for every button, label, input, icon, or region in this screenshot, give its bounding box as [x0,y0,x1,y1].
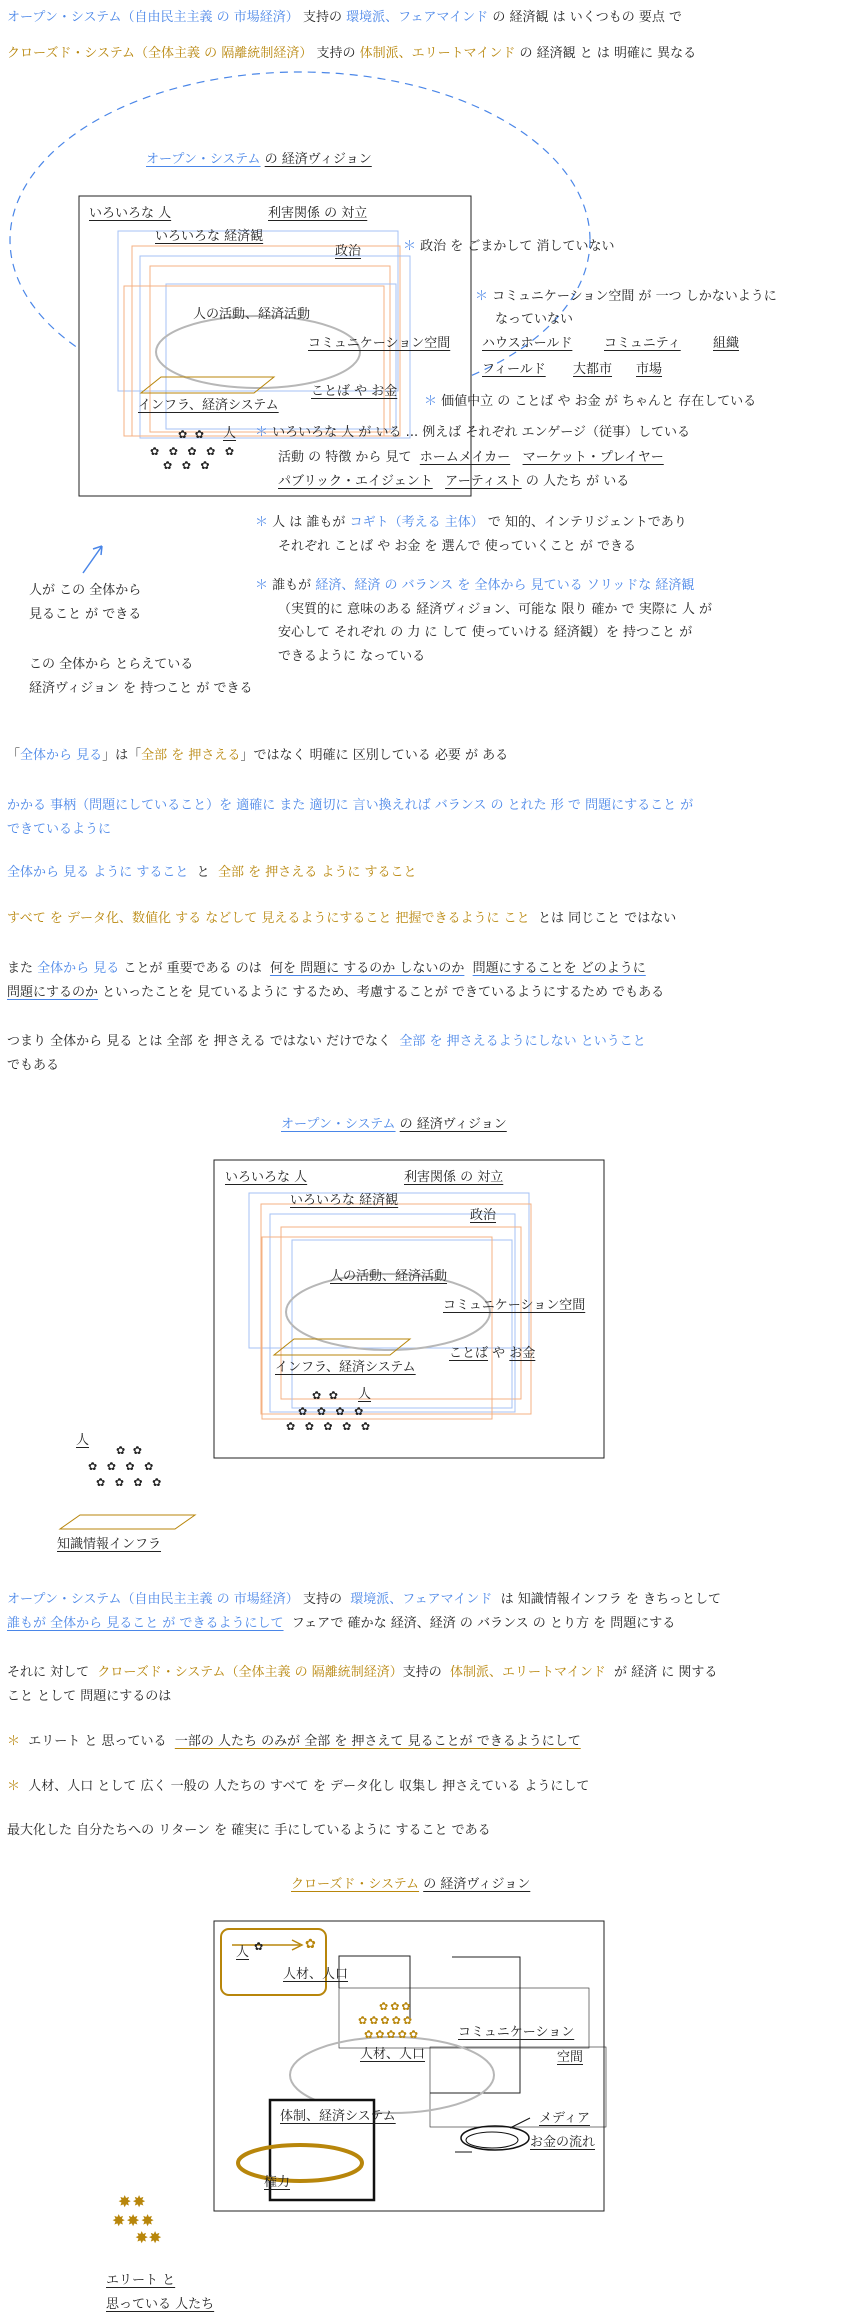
note-solid-view-2: （実質的に 意味のある 経済ヴィジョン、可能な 限り 確か で 実際に 人 が [278,602,712,617]
label-space: 空間 [557,2050,584,2065]
text: 問題にすることを どのように [472,961,646,976]
text: すべて を データ化、数値化 する などして 見えるようにすること 把握できるように こと [7,911,530,926]
label-human-resources-2: 人材、人口 [360,2047,426,2062]
label-metropolis: 大都市 [573,362,613,377]
label-field: フィールド [482,362,546,377]
label-money-flow: お金の流れ [530,2135,596,2150]
label-knowledge-infra: 知識情報インフラ [57,1537,162,1552]
para-8-line-2: こと として 問題にするのは [7,1689,172,1704]
asterisk-icon: ＊ [7,1734,21,1749]
title-vision: の 経済ヴィジョン [399,1117,507,1132]
people-icons-3: ✿ ✿ ✿ ✿ ✿ [286,1420,374,1433]
asterisk-icon: ＊ [424,394,438,409]
label-homemaker: ホームメイカー [419,450,511,465]
text: 人 は 誰もが [272,515,346,530]
person-data-icon: ✿ [305,1937,316,1952]
label-human-economic-activity: 人の活動、経済活動 [330,1269,448,1284]
outside-people-icons-3: ✿ ✿ ✿ ✿ [96,1476,165,1489]
closed-system-label: クローズド・システム（全体主義 の 隔離統制経済） [7,46,313,61]
diagram-3-title [291,1876,530,1894]
title-open-system: オープン・システム [146,152,261,167]
asterisk-icon: ＊ [255,425,269,440]
elitemind-label: 体制派、エリートマインド [359,46,516,61]
left-note-1: 人が この 全体から [29,583,142,598]
text: ことが 重要である のは [123,961,262,976]
people-icons-2: ✿ ✿ ✿ ✿ [298,1405,367,1418]
text: 人材、人口 として 広く 一般の 人たちの すべて を データ化し 収集し 押さえている ようにして [28,1779,590,1794]
elite-star-icons-1: ✸✸ [118,2192,147,2211]
text: といったことを 見ているように するため、考慮することが できているようにするため でもある [102,985,665,1000]
label-market: 市場 [636,362,663,377]
data-people-icons-2: ✿✿✿✿✿ [358,2014,415,2027]
label-power: 権力 [264,2175,291,2190]
label-public-agent: パブリック・エイジェント [278,474,433,489]
title-closed-system: クローズド・システム [291,1877,420,1892]
label-words-and-money: ことば や お金 [311,384,398,399]
text: と [196,865,210,880]
label-infrastructure: インフラ、経済システム [275,1360,416,1375]
text: 」ではなく 明確に 区別している 必要 が ある [240,748,509,763]
label-communication: コミュニケーション [458,2025,575,2040]
text: オープン・システム（自由民主主義 の 市場経済） [7,1592,299,1607]
label-politics: 政治 [335,244,362,259]
text: 政治 を ごまかして 消していない [420,239,615,254]
people-icons-1: ✿ ✿ [312,1389,340,1402]
text: コミュニケーション空間 が 一つ しかないように [492,289,777,304]
label-elite-2: 思っている 人たち [106,2297,215,2312]
people-icons-1: ✿ ✿ [178,428,206,441]
text: 全部 を 押さえるようにしない ということ [399,1034,646,1049]
text: 問題にするのか [7,985,99,1000]
label-regime-system: 体制、経済システム [280,2109,396,2124]
text: 何を 問題に するのか しないのか [269,961,465,976]
text: 支持の [302,10,342,25]
label-various-people: いろいろな 人 [89,206,172,221]
note-cogito-cont: それぞれ ことば や お金 を 選んで 使っていくこと が できる [278,539,637,554]
para-9: 最大化した 自分たちへの リターン を 確実に 手にしているように すること である [7,1823,491,1838]
label-various-economic-views: いろいろな 経済観 [290,1193,399,1208]
left-note-3: この 全体から とらえている [29,657,194,672]
person-icon: ✿ [254,1940,264,1953]
label-elite-1: エリート と [106,2273,176,2288]
para-2-line-2: できているように [7,822,112,837]
asterisk-icon: ＊ [403,239,417,254]
label-infrastructure: インフラ、経済システム [138,398,279,413]
label-communication-space: コミュニケーション空間 [443,1298,586,1313]
text: 環境派、フェアマインド [350,1592,493,1607]
text: 活動 の 特徴 から 見て [278,450,412,465]
label-human-resources-1: 人材、人口 [283,1967,349,1982]
hold-everything: 全部 を 押さえる [141,748,241,763]
asterisk-icon: ＊ [255,578,269,593]
label-various-people: いろいろな 人 [225,1170,308,1185]
fairmind-label: 環境派、フェアマインド [346,10,489,25]
text: つまり 全体から 見る とは 全部 を 押さえる ではない だけでなく [7,1034,392,1049]
label-outside-people: 人 [76,1433,90,1448]
elite-star-icons-2: ✸✸✸ [112,2211,156,2230]
title-vision: の 経済ヴィジョン [423,1877,531,1892]
outside-people-icons-1: ✿ ✿ [116,1444,144,1457]
text: 支持の [316,46,356,61]
text: 体制派、エリートマインド [450,1665,606,1680]
label-human-economic-activity: 人の活動、経済活動 [193,307,311,322]
text: 全体から 見る [37,961,120,976]
text: お金 [509,1346,536,1361]
text: 」は「 [102,748,142,763]
solid-view-label: 経済、経済 の バランス を 全体から 見ている ソリッドな 経済観 [315,578,695,593]
label-artist: アーティスト [445,474,522,489]
people-icons-3: ✿ ✿ ✿ [163,459,213,472]
people-icons-2: ✿ ✿ ✿ ✿ ✿ [150,445,238,458]
data-people-icons-3: ✿✿✿✿✿ [364,2028,421,2041]
text: クローズド・システム（全体主義 の 隔離統制経済） [97,1665,403,1680]
label-people: 人 [236,1945,250,1960]
left-note-4: 経済ヴィジョン を 持つこと が できる [29,681,253,696]
label-conflict-of-interest: 利害関係 の 対立 [268,206,368,221]
text: の 人たち が いる [525,474,630,489]
label-various-economic-views: いろいろな 経済観 [155,229,264,244]
left-note-2: 見ること が できる [29,607,142,622]
text: や [492,1346,506,1361]
text: の 経済観 と は 明確に 異なる [519,46,697,61]
outside-people-icons-2: ✿ ✿ ✿ ✿ [88,1460,157,1473]
para-6-line-2: でもある [7,1058,60,1073]
title-open-system: オープン・システム [281,1117,396,1132]
text: 全体から 見る ように すること [7,865,189,880]
title-vision: の 経済ヴィジョン [264,152,372,167]
label-market-player: マーケット・プレイヤー [522,450,664,465]
label-household: ハウスホールド [482,336,573,351]
text: フェアで 確かな 経済、経済 の バランス の とり方 を 問題にする [291,1616,676,1631]
label-media: メディア [539,2111,590,2126]
label-organization: 組織 [713,336,740,351]
text: の 経済観 は いくつもの 要点 で [492,10,682,25]
text: 支持の [302,1592,342,1607]
note-communication-cont: なっていない [495,312,574,327]
text: 全部 を 押さえる ように すること [217,865,417,880]
text: とは 同じこと ではない [537,911,677,926]
cogito-label: コギト（考える 主体） [349,515,484,530]
text: 誰もが [272,578,312,593]
text: 一部の 人たち のみが 全部 を 押さえて 見ることが できるようにして [174,1734,581,1749]
asterisk-icon: ＊ [255,515,269,530]
data-people-icons-1: ✿✿✿ [379,2000,413,2013]
text: で 知的、インテリジェントであり [487,515,687,530]
label-community: コミュニティ [604,336,681,351]
text: また [7,961,34,976]
asterisk-icon: ＊ [7,1779,21,1794]
label-conflict-of-interest: 利害関係 の 対立 [404,1170,504,1185]
para-2-line-1: かかる 事柄（問題にしていること）を 適確に また 適切に 言い換えれば バランス の とれた 形 で 問題にすること が [7,798,694,813]
elite-star-icons-3: ✸✸ [135,2228,162,2247]
label-people: 人 [223,426,237,441]
text: いろいろな 人 が いる ... 例えば それぞれ エンゲージ（従事）している [272,425,690,440]
label-communication-space: コミュニケーション空間 [308,336,451,351]
label-people: 人 [358,1387,372,1402]
text: それに 対して [7,1665,90,1680]
text: は 知識情報インフラ を きちっとして [500,1592,721,1607]
text: ことば [449,1346,489,1361]
text: 「 [7,748,21,763]
note-solid-view-4: できるように なっている [278,649,426,664]
text: が 経済 に 関する [614,1665,718,1680]
note-solid-view-3: 安心して それぞれ の 力 に して 使っていける 経済観）を 持つこと が [278,625,693,640]
text: 誰もが 全体から 見ること が できるようにして [7,1616,284,1631]
text: 価値中立 の ことば や お金 が ちゃんと 存在している [441,394,757,409]
text: 支持の [402,1665,442,1680]
open-system-label: オープン・システム（自由民主主義 の 市場経済） [7,10,299,25]
see-from-whole: 全体から 見る [20,748,103,763]
label-politics: 政治 [470,1208,497,1223]
text: エリート と 思っている [28,1734,167,1749]
asterisk-icon: ＊ [475,289,489,304]
